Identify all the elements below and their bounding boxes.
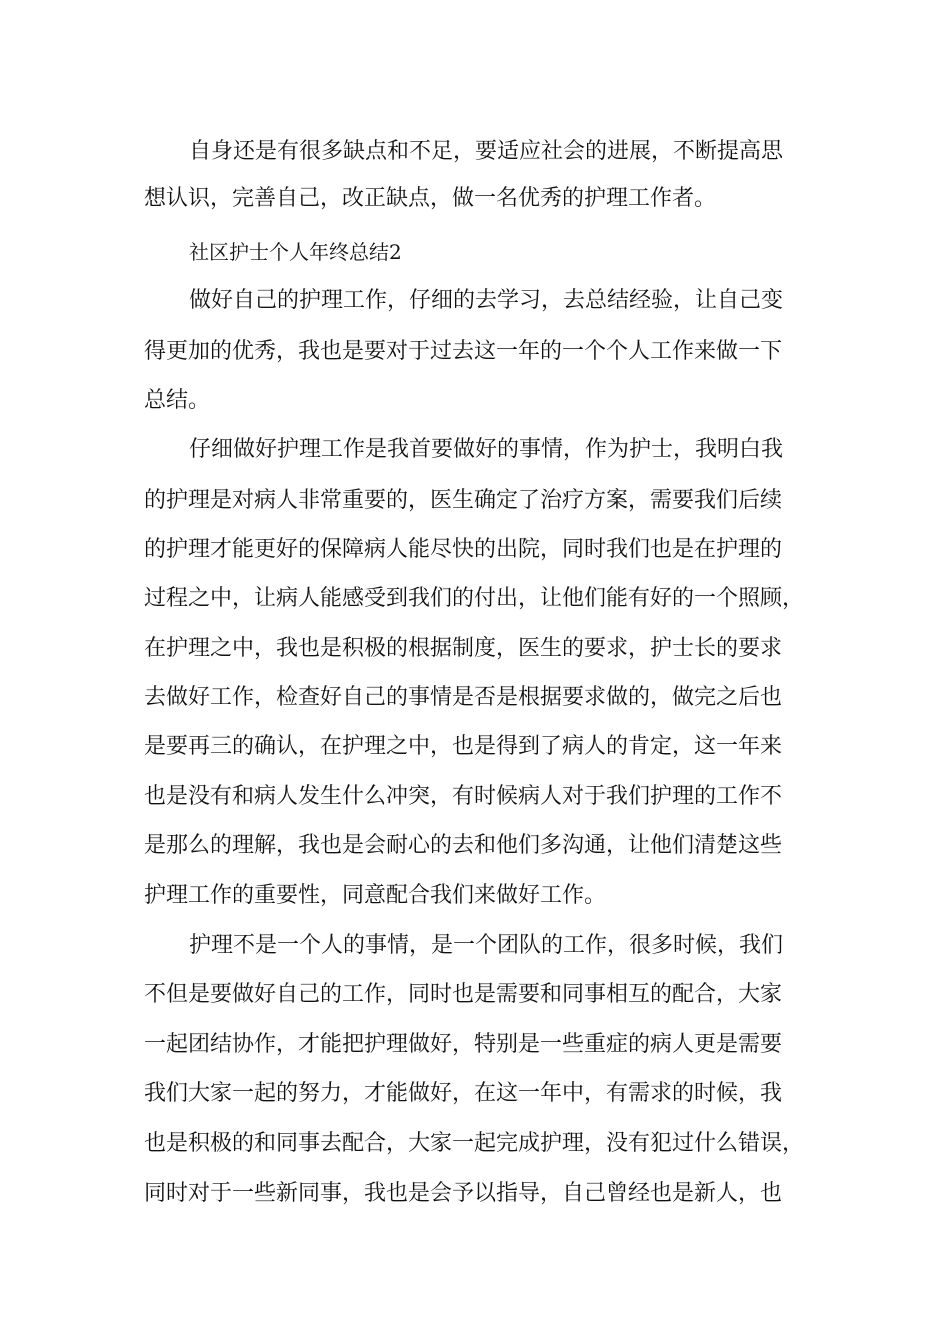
paragraph-line: 去做好工作，检查好自己的事情是否是根据要求做的，做完之后也 [144,685,783,710]
paragraph-line: 仔细做好护理工作是我首要做好的事情，作为护士，我明白我 [189,437,784,462]
paragraph-line: 一起团结协作，才能把护理做好，特别是一些重症的病人更是需要 [144,1032,783,1057]
paragraph-line: 得更加的优秀，我也是要对于过去这一年的一个个人工作来做一下 [144,339,783,364]
paragraph-line: 是要再三的确认，在护理之中，也是得到了病人的肯定，这一年来 [144,734,783,759]
paragraph-line: 护理不是一个人的事情，是一个团队的工作，很多时候，我们 [189,933,784,958]
paragraph-line: 也是积极的和同事去配合，大家一起完成护理，没有犯过什么错误， [144,1131,805,1156]
paragraph-line: 不但是要做好自己的工作，同时也是需要和同事相互的配合，大家 [144,982,783,1007]
paragraph-line: 过程之中，让病人能感受到我们的付出，让他们能有好的一个照顾， [144,586,805,611]
paragraph-line: 的护理才能更好的保障病人能尽快的出院，同时我们也是在护理的 [144,537,783,562]
paragraph-line: 护理工作的重要性，同意配合我们来做好工作。 [144,883,607,908]
paragraph-line: 自身还是有很多缺点和不足，要适应社会的进展，不断提高思 [189,139,784,164]
section-heading: 社区护士个人年终总结2 [189,240,402,264]
paragraph-line: 总结。 [144,388,211,413]
paragraph-line: 的护理是对病人非常重要的，医生确定了治疗方案，需要我们后续 [144,488,783,513]
paragraph-line: 我们大家一起的努力，才能做好，在这一年中，有需求的时候，我 [144,1081,783,1106]
paragraph-line: 同时对于一些新同事，我也是会予以指导，自己曾经也是新人，也 [144,1181,783,1206]
paragraph-line: 想认识，完善自己，改正缺点，做一名优秀的护理工作者。 [144,186,717,211]
paragraph-line: 做好自己的护理工作，仔细的去学习，去总结经验，让自己变 [189,288,784,313]
paragraph-line: 是那么的理解，我也是会耐心的去和他们多沟通，让他们清楚这些 [144,833,783,858]
paragraph-line: 在护理之中，我也是积极的根据制度，医生的要求，护士长的要求 [144,636,783,661]
paragraph-line: 也是没有和病人发生什么冲突，有时候病人对于我们护理的工作不 [144,784,783,809]
